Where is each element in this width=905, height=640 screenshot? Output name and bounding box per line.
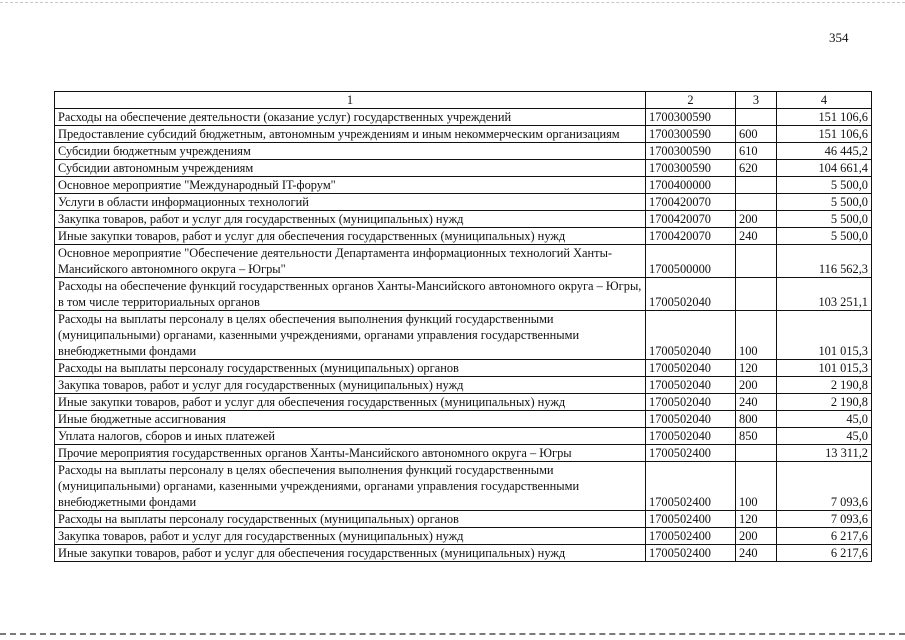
row-name-cell: Иные бюджетные ассигнования [55,411,646,428]
table-row [55,211,872,228]
table-row [55,311,872,360]
row-amount-cell: 101 015,3 [777,311,872,360]
row-amount-cell: 2 190,8 [777,377,872,394]
row-amount-cell: 45,0 [777,428,872,445]
table-row [55,445,872,462]
row-type-cell: 240 [736,545,777,562]
table-row [55,394,872,411]
row-amount-cell: 104 661,4 [777,160,872,177]
row-type-cell: 620 [736,160,777,177]
row-code-cell: 1700300590 [646,109,736,126]
row-type-cell: 200 [736,211,777,228]
row-amount-cell: 5 500,0 [777,228,872,245]
row-type-cell [736,278,777,311]
row-type-cell: 850 [736,428,777,445]
row-amount-cell: 6 217,6 [777,545,872,562]
table-row [55,545,872,562]
row-code-cell: 1700420070 [646,194,736,211]
header-col-2: 2 [646,92,736,109]
row-code-cell: 1700502040 [646,278,736,311]
row-name-cell: Предоставление субсидий бюджетным, автономным учреждениям и иным некоммерческим организациям [55,126,646,143]
row-code-cell: 1700500000 [646,245,736,278]
row-amount-cell: 46 445,2 [777,143,872,160]
row-code-cell: 1700300590 [646,143,736,160]
row-amount-cell: 7 093,6 [777,511,872,528]
row-name-cell: Закупка товаров, работ и услуг для государственных (муниципальных) нужд [55,528,646,545]
row-type-cell [736,194,777,211]
budget-table [54,91,872,562]
row-code-cell: 1700400000 [646,177,736,194]
row-name-cell: Иные закупки товаров, работ и услуг для обеспечения государственных (муниципальных) нужд [55,228,646,245]
row-amount-cell: 5 500,0 [777,194,872,211]
row-code-cell: 1700502040 [646,360,736,377]
row-amount-cell: 7 093,6 [777,462,872,511]
row-type-cell [736,177,777,194]
row-name-cell: Расходы на обеспечение функций государственных органов Ханты-Мансийского автономного округа – Югры, в том числе территориальных органов [55,278,646,311]
table-row [55,177,872,194]
row-code-cell: 1700502400 [646,545,736,562]
row-code-cell: 1700300590 [646,126,736,143]
row-type-cell: 120 [736,511,777,528]
table-row [55,528,872,545]
row-amount-cell: 101 015,3 [777,360,872,377]
table-row [55,428,872,445]
row-code-cell: 1700502040 [646,428,736,445]
row-name-cell: Расходы на выплаты персоналу государственных (муниципальных) органов [55,511,646,528]
row-code-cell: 1700300590 [646,160,736,177]
row-name-cell: Закупка товаров, работ и услуг для государственных (муниципальных) нужд [55,211,646,228]
row-amount-cell: 103 251,1 [777,278,872,311]
table-row [55,245,872,278]
row-name-cell: Расходы на обеспечение деятельности (оказание услуг) государственных учреждений [55,109,646,126]
header-col-3: 3 [736,92,777,109]
row-name-cell: Основное мероприятие "Международный IT-форум" [55,177,646,194]
row-code-cell: 1700502400 [646,511,736,528]
table-row [55,511,872,528]
table-row [55,360,872,377]
table-row [55,160,872,177]
row-type-cell: 610 [736,143,777,160]
row-type-cell [736,445,777,462]
row-amount-cell: 2 190,8 [777,394,872,411]
row-name-cell: Уплата налогов, сборов и иных платежей [55,428,646,445]
row-code-cell: 1700502040 [646,311,736,360]
row-code-cell: 1700502040 [646,377,736,394]
row-name-cell: Расходы на выплаты персоналу в целях обеспечения выполнения функций государственными (муниципальными) органами, казенными учреждениями, органами управления государственными внебюджетными фондами [55,462,646,511]
row-type-cell: 600 [736,126,777,143]
row-type-cell: 200 [736,377,777,394]
header-col-1: 1 [55,92,646,109]
row-type-cell: 120 [736,360,777,377]
row-type-cell [736,245,777,278]
row-code-cell: 1700502400 [646,462,736,511]
table-row [55,278,872,311]
row-amount-cell: 116 562,3 [777,245,872,278]
row-code-cell: 1700502400 [646,528,736,545]
row-amount-cell: 5 500,0 [777,177,872,194]
row-name-cell: Услуги в области информационных технологий [55,194,646,211]
table-header-row [55,92,872,109]
row-code-cell: 1700502040 [646,394,736,411]
row-amount-cell: 45,0 [777,411,872,428]
row-name-cell: Субсидии автономным учреждениям [55,160,646,177]
row-amount-cell: 151 106,6 [777,109,872,126]
row-name-cell: Иные закупки товаров, работ и услуг для обеспечения государственных (муниципальных) нужд [55,545,646,562]
row-type-cell [736,109,777,126]
row-code-cell: 1700502400 [646,445,736,462]
row-type-cell: 100 [736,462,777,511]
row-type-cell: 240 [736,394,777,411]
budget-table-body [55,92,872,562]
page-number: 354 [829,30,849,45]
table-row [55,411,872,428]
table-row [55,126,872,143]
row-amount-cell: 6 217,6 [777,528,872,545]
table-row [55,228,872,245]
table-row [55,109,872,126]
row-name-cell: Основное мероприятие "Обеспечение деятельности Департамента информационных технологий Ханты-Мансийского автономного округа – Югры" [55,245,646,278]
table-row [55,143,872,160]
row-code-cell: 1700502040 [646,411,736,428]
row-amount-cell: 13 311,2 [777,445,872,462]
row-name-cell: Расходы на выплаты персоналу государственных (муниципальных) органов [55,360,646,377]
scan-bottom-edge [0,633,905,635]
row-amount-cell: 151 106,6 [777,126,872,143]
row-code-cell: 1700420070 [646,211,736,228]
table-row [55,462,872,511]
row-name-cell: Закупка товаров, работ и услуг для государственных (муниципальных) нужд [55,377,646,394]
row-type-cell: 200 [736,528,777,545]
row-amount-cell: 5 500,0 [777,211,872,228]
row-type-cell: 800 [736,411,777,428]
row-type-cell: 240 [736,228,777,245]
table-row [55,194,872,211]
row-name-cell: Субсидии бюджетным учреждениям [55,143,646,160]
row-code-cell: 1700420070 [646,228,736,245]
row-name-cell: Расходы на выплаты персоналу в целях обеспечения выполнения функций государственными (муниципальными) органами, казенными учреждениями, органами управления государственными внебюджетными фондами [55,311,646,360]
header-col-4: 4 [777,92,872,109]
row-type-cell: 100 [736,311,777,360]
scan-top-edge [0,2,905,3]
row-name-cell: Прочие мероприятия государственных органов Ханты-Мансийского автономного округа – Югры [55,445,646,462]
table-row [55,377,872,394]
row-name-cell: Иные закупки товаров, работ и услуг для обеспечения государственных (муниципальных) нужд [55,394,646,411]
